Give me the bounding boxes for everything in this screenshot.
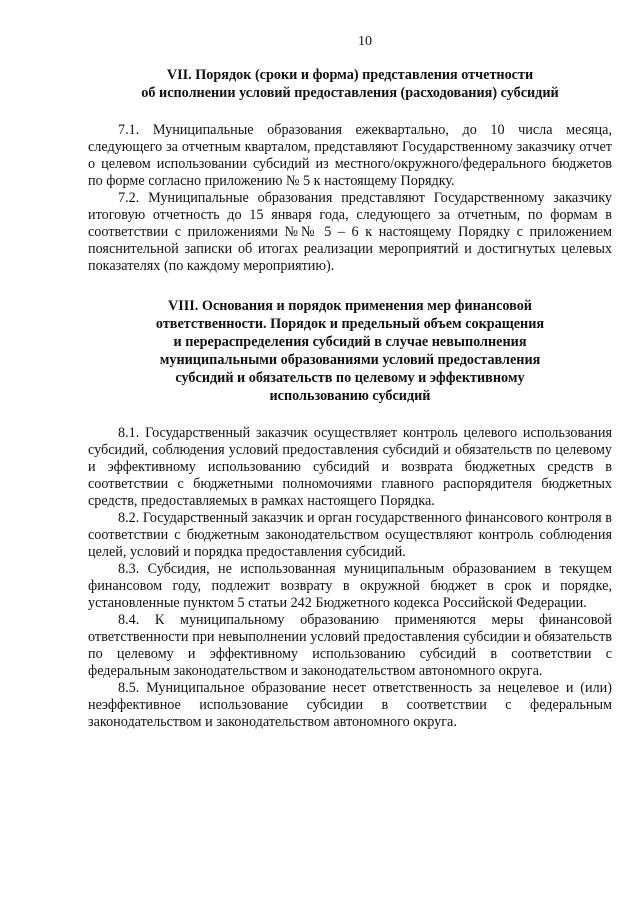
page-number: 10 xyxy=(358,34,372,49)
section-7-heading-line-2: об исполнении условий предоставления (расходования) субсидий xyxy=(141,85,559,101)
section-7-heading xyxy=(88,66,612,102)
paragraph-7-2: 7.2. Муниципальные образования представляют Государственному заказчику итоговую отчетность до 15 января года, следующего за отчетным, по формам в соответствии с приложениями №№ 5 – 6 к настоящему Порядку с приложением пояснительной записки об итогах реализации мероприятий и достигнутых целевых показателях (по каждому мероприятию). xyxy=(88,190,612,274)
paragraph-8-3: 8.3. Субсидия, не использованная муниципальным образованием в текущем финансовом году, подлежит возврату в окружной бюджет в срок и порядке, установленные пунктом 5 статьи 242 Бюджетного кодекса Российской Федерации. xyxy=(88,561,612,611)
paragraph-8-4: 8.4. К муниципальному образованию применяются меры финансовой ответственности при невыполнении условий предоставления субсидии и обязательств по целевому и эффективному использованию субсидий в соответствии с федеральным законодательством и законодательством автономного округа. xyxy=(88,612,612,679)
section-8-heading-line-5: субсидий и обязательств по целевому и эффективному xyxy=(175,370,525,386)
section-8-heading xyxy=(88,297,612,405)
section-7-heading-line-1: VII. Порядок (сроки и форма) представления отчетности xyxy=(166,67,534,83)
section-8-heading-line-6: использованию субсидий xyxy=(269,388,431,404)
section-8-heading-line-1: VIII. Основания и порядок применения мер финансовой xyxy=(168,298,532,314)
paragraph-8-2: 8.2. Государственный заказчик и орган государственного финансового контроля в соответствии с бюджетным законодательством осуществляют контроль соблюдения целей, условий и порядка предоставления субсидий. xyxy=(88,510,612,560)
paragraph-8-5: 8.5. Муниципальное образование несет ответственность за нецелевое и (или) неэффективное использование субсидии в соответствии с федеральным законодательством и законодательством автономного округа. xyxy=(88,680,612,730)
section-8-heading-line-2: ответственности. Порядок и предельный объем сокращения xyxy=(155,316,545,332)
section-8-heading-line-3: и перераспределения субсидий в случае невыполнения xyxy=(173,334,527,350)
section-8-heading-line-4: муниципальными образованиями условий предоставления xyxy=(159,352,541,368)
paragraph-7-1: 7.1. Муниципальные образования ежеквартально, до 10 числа месяца, следующего за отчетным кварталом, представляют Государственному заказчику отчет о целевом использовании субсидий из местного/окружного/федерального бюджетов по форме согласно приложению № 5 к настоящему Порядку. xyxy=(88,122,612,189)
paragraph-8-1: 8.1. Государственный заказчик осуществляет контроль целевого использования субсидий, соблюдения условий предоставления субсидий и обязательств по целевому и эффективному использованию субсидий и возврата бюджетных средств в соответствии с бюджетными полномочиями главного распорядителя бюджетных средств, предоставляемых в рамках настоящего Порядка. xyxy=(88,425,612,509)
